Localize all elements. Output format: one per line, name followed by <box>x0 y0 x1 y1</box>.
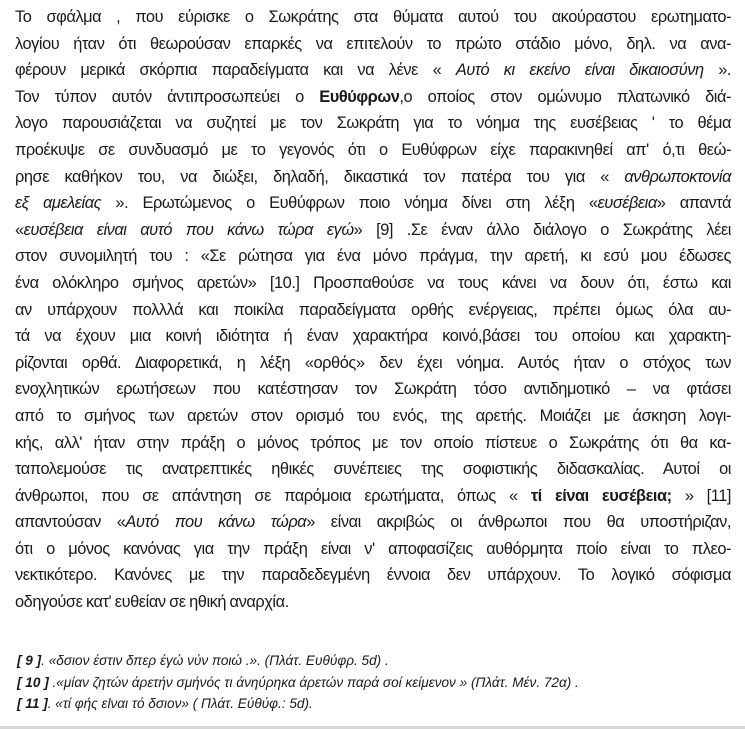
body-line-5 <box>15 110 731 137</box>
footnote-number: [ 9 ] <box>17 653 42 668</box>
italic-term: ευσέβεια <box>597 194 657 213</box>
body-line-20 <box>15 509 731 536</box>
body-line-13 <box>15 323 731 350</box>
text-run: ένα ολόκληρο σμήνος αρετών» [10.] Προσπαθούσε να τους κάνει να δουν ότι, έστω και <box>15 273 731 292</box>
text-run: τά να έχουν μια κοινή ιδιότητα ή έναν χαρακτήρα κοινό,βάσει του οποίου και χαρακτη- <box>15 327 731 346</box>
text-run: οδηγούσε κατ' ευθείαν σε ηθική αναρχία. <box>15 593 289 612</box>
text-run: νεκτικότερο. Κανόνες με την παραδεδεγμένη έννοια δεν υπάρχουν. Το λογικό σόφισμα <box>15 566 731 585</box>
text-run: ». Ερωτώμενος ο Ευθύφρων ποιο νόημα δίνει στη λέξη « <box>101 194 598 213</box>
body-line-11 <box>15 270 731 297</box>
body-line-23 <box>15 589 731 616</box>
body-line-14 <box>15 350 731 377</box>
body-line-16 <box>15 403 731 430</box>
text-run: « <box>15 220 24 239</box>
bold-name: Ευθύφρων <box>319 87 400 106</box>
footnote-text: . «τί φής εlναι τό δσιον» ( Πλάτ. Εύθύφ.: 5d). <box>47 696 313 711</box>
text-run: κής, αλλ' ήταν στην πράξη ο μόνος τρόπος με τον οποίο πίστευε ο Σωκράτης ότι θα κα- <box>15 433 731 452</box>
body-line-15 <box>15 376 731 403</box>
body-line-17 <box>15 430 731 457</box>
body-line-12 <box>15 297 731 324</box>
body-line-8 <box>15 190 731 217</box>
text-run: άνθρωποι, που σε απάντηση σε παρόμοια ερωτήματα, όπως « <box>15 486 531 505</box>
text-run: ότι ο μόνος κανόνας για την πράξη είναι ν' αποφασίζεις αυθόρμητα ποίο είναι το πλεο- <box>15 539 731 558</box>
footnote-number: [ 11 ] <box>17 696 48 711</box>
text-run: λογίου ήταν ότι θεωρούσαν επαρκές να επιτελούν το πρώτο στάδιο μόνο, δηλ. να ανα- <box>15 34 731 53</box>
text-run: φέρουν μερικά σκόρπια παραδείγματα και να λένε « <box>15 61 456 80</box>
text-run: ενοχλητικών ερωτήσεων που κατέστησαν τον Σωκράτη τόσο αντιδημοτικό – να φτάσει <box>15 380 731 399</box>
body-line-22 <box>15 562 731 589</box>
bold-question: τί είναι ευσέβεια; <box>530 486 672 505</box>
text-run: » απαντά <box>656 194 731 213</box>
text-run: προέκυψε σε συνδυασμό με το γεγονός ότι ο Ευθύφρων είχε παρακινηθεί απ' ό,τι θεώ- <box>15 140 731 159</box>
text-run: λογο παρουσιάζεται να συζητεί με τον Σωκράτη για το νόημα της ευσέβειας ' το θέμα <box>15 114 731 133</box>
body-line-6 <box>15 137 731 164</box>
footnote-10 <box>17 672 737 694</box>
body-line-7 <box>15 164 731 191</box>
footnote-text: . «δσιον έστιν δπερ έγώ νύν ποιώ .». (Πλάτ. Ευθύφρ. 5d) . <box>41 653 389 668</box>
footnote-11 <box>17 693 737 715</box>
italic-quote: εξ αμελείας <box>15 194 102 213</box>
text-run: απαντούσαν « <box>15 513 126 532</box>
body-line-19 <box>15 483 731 510</box>
italic-quote: Αυτό κι εκείνο είναι δικαιοσύνη <box>455 61 704 80</box>
text-run: στον συνομιλητή του : «Σε ρώτησα για ένα μόνο πράγμα, την αρετή, κι εσύ μου έδωσες <box>15 247 731 266</box>
body-line-10 <box>15 243 731 270</box>
italic-quote: Αυτό που κάνω τώρα <box>125 513 307 532</box>
body-line-4 <box>15 84 731 111</box>
body-line-18 <box>15 456 731 483</box>
text-run: από το σμήνος των αρετών στον ορισμό του ενός, της αρετής. Μοιάζει με άσκηση λογι- <box>15 406 731 425</box>
footnote-text: .«μίαν ζητών άρετήν σμήνός τι άνηύρηκα άρετών παρά σοί κείμενον » (Πλάτ. Μέν. 72α) . <box>48 674 579 690</box>
text-run: ». <box>703 61 732 80</box>
text-run: ρίζονται ορθά. Διαφορετικά, η λέξη «ορθός» δεν έχει νόημα. Αυτός ήταν ο στόχος των <box>15 353 731 372</box>
italic-quote: ευσέβεια είναι αυτό που κάνω τώρα εγώ <box>23 220 354 239</box>
italic-quote: ανθρωποκτονία <box>624 167 731 186</box>
footnote-9 <box>17 650 737 672</box>
text-run: » [11] <box>671 486 731 505</box>
body-line-2 <box>15 31 731 58</box>
body-line-21 <box>15 536 731 563</box>
text-run: αν υπάρχουν πολλλά και ποικίλα παραδείγματα ορθής ενέργειας, πρέπει όμως όλα αυ- <box>15 300 731 319</box>
footnote-number: [ 10 ] <box>17 674 49 690</box>
text-run: ,ο οποίος στον ομώνυμο πλατωνικό διά- <box>399 87 731 106</box>
body-line-3 <box>15 57 731 84</box>
footnotes <box>17 650 737 715</box>
text-run: ρησε καθήκον του, να διώξει, δηλαδή, δικαστικά τον πατέρα του για « <box>15 167 625 186</box>
text-run: Τον τύπον αυτόν ἀντιπροσωπεύει ο <box>15 87 320 106</box>
text-run: Το σφάλμα , που εύρισκε ο Σωκράτης στα θύματα αυτού του ακούραστου ερωτηματο- <box>15 8 731 26</box>
document-body <box>15 4 731 616</box>
body-line-1 <box>15 4 731 31</box>
text-run: » [9] .Σε έναν άλλο διάλογο ο Σωκράτης λέει <box>353 220 731 239</box>
text-run: » είναι ακριβώς οι άνθρωποι που θα υποστήριζαν, <box>306 513 731 532</box>
text-run: ταπολεμούσε τις ανατρεπτικές ηθικές συνέπειες της σοφιστικής διδασκαλίας. Αυτοί οι <box>15 460 731 479</box>
body-line-9 <box>15 217 731 244</box>
